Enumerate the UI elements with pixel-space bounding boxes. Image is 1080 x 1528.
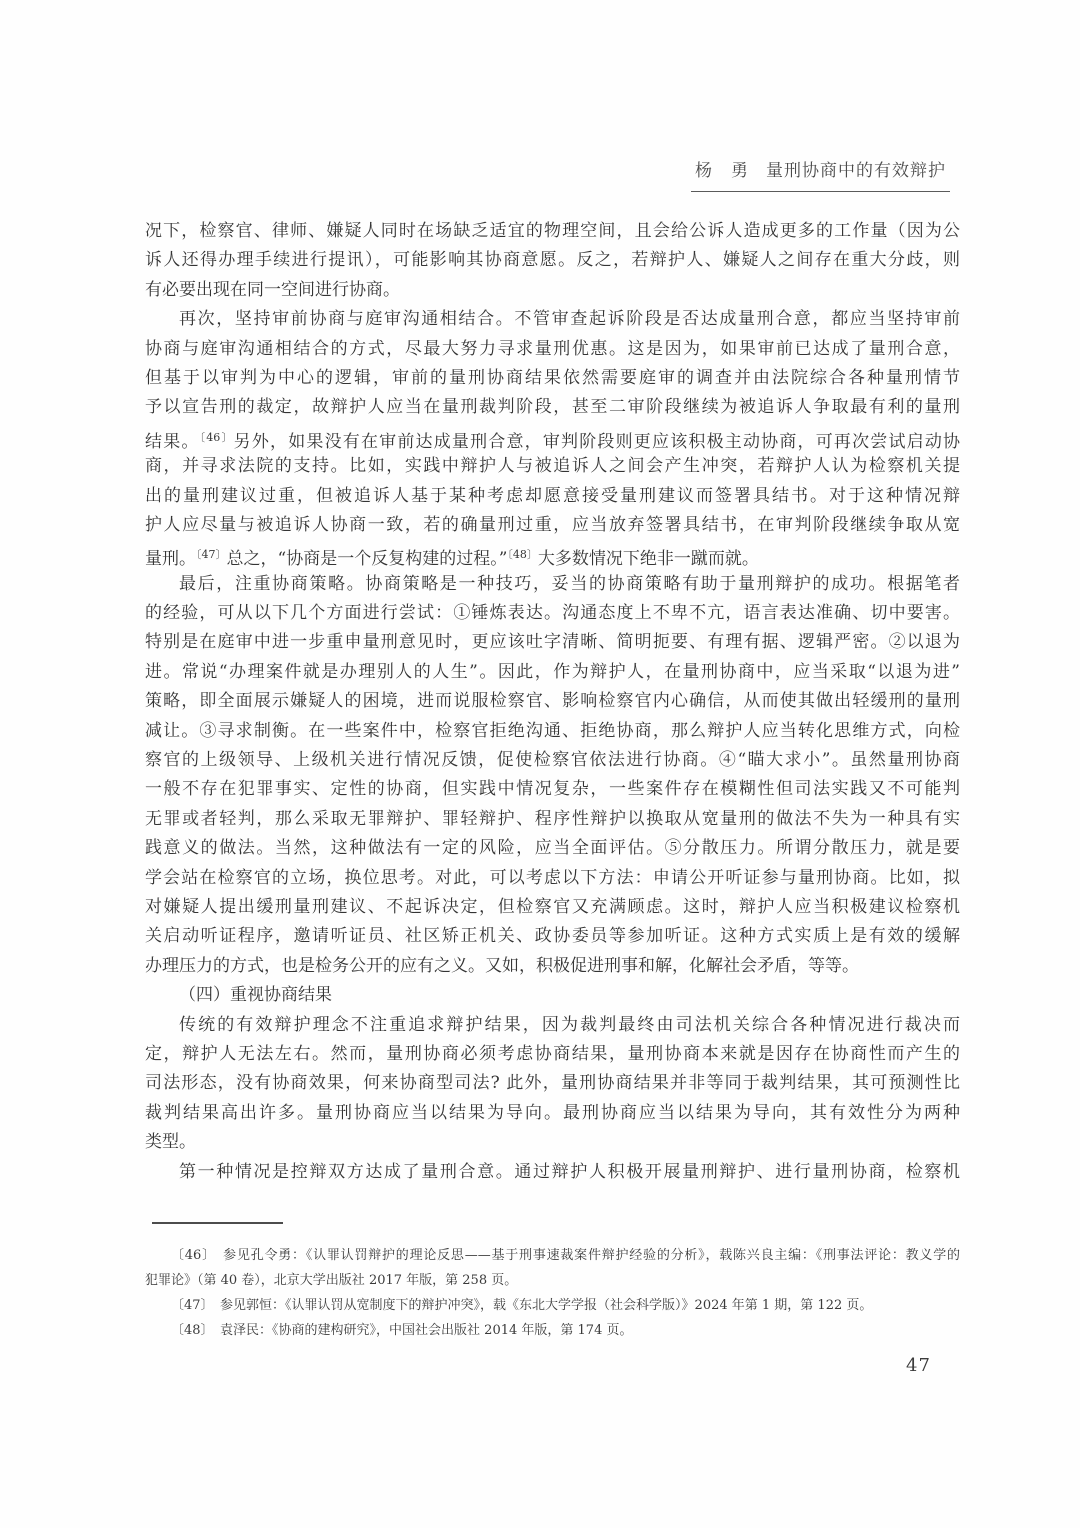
body-line: 裁判结果高出许多。量刑协商应当以结果为导向。最刑协商应当以结果为导向，其有效性分为两种 [145,1102,960,1123]
body-line: 结果。$^{〔46〕}$另外，如果没有在审前达成量刑合意，审判阶段则更应该积极主动协商，可再次尝试启动协 [145,430,960,452]
body-line: 关启动听证程序，邀请听证员、社区矫正机关、政协委员等参加听证。这种方式实质上是有效的缓解 [145,926,960,947]
body-line: 商，并寻求法院的支持。比如，实践中辩护人与被追诉人之间会产生冲突，若辩护人认为检察机关提 [145,456,960,477]
body-line: 察官的上级领导、上级机关进行情况反馈，促使检察官依法进行协商。④“瞄大求小”。虽然量刑协商 [145,750,960,771]
body-line: 予以宣告刑的裁定，故辩护人应当在量刑裁判阶段，甚至二审阶段继续为被追诉人争取最有利的量刑 [145,397,960,418]
body-line: 量刑。$^{〔47〕}$总之，“协商是一个反复构建的过程。”$^{〔48〕}$大多数情况下绝非一蹴而就。 [145,548,759,570]
body-line: 一般不存在犯罪事实、定性的协商，但实践中情况复杂，一些案件存在模糊性但司法实践又不可能判 [145,779,960,800]
body-line: 第一种情况是控辩双方达成了量刑合意。通过辩护人积极开展量刑辩护、进行量刑协商，检察机 [179,1161,960,1182]
body-line: 无罪或者轻判，那么采取无罪辩护、罪轻辩护、程序性辩护以换取从宽量刑的做法不失为一种具有实 [145,808,960,829]
body-line: 的经验，可从以下几个方面进行尝试：①锤炼表达。沟通态度上不卑不亢，语言表达准确、切中要害。 [145,603,960,624]
body-line: （四）重视协商结果 [179,985,332,1006]
body-line: 再次，坚持审前协商与庭审沟通相结合。不管审查起诉阶段是否达成量刑合意，都应当坚持审前 [179,309,960,330]
body-line: 定，辩护人无法左右。然而，量刑协商必须考虑协商结果，量刑协商本来就是因存在协商性而产生的 [145,1043,960,1064]
body-line: 特别是在庭审中进一步重申量刑意见时，更应该吐字清晰、简明扼要、有理有据、逻辑严密。②以退为 [145,632,960,653]
page-number: 47 [906,1355,931,1376]
body-line: 对嫌疑人提出缓刑量刑建议、不起诉决定，但检察官又充满顾虑。这时，辩护人应当积极建议检察机 [145,896,960,917]
body-line: 护人应尽量与被追诉人协商一致，若的确量刑过重，应当放弃签署具结书，在审判阶段继续争取从宽 [145,514,960,535]
body-line: 有必要出现在同一空间进行协商。 [145,279,400,300]
body-line: 诉人还得办理手续进行提讯），可能影响其协商意愿。反之，若辩护人、嫌疑人之间存在重大分歧，则 [145,250,960,271]
article-title: 量刑协商中的有效辩护 [766,161,946,181]
body-line: 策略，即全面展示嫌疑人的困境，进而说服检察官、影响检察官内心确信，从而使其做出轻缓刑的量刑 [145,691,960,712]
body-line: 传统的有效辩护理念不注重追求辩护结果，因为裁判最终由司法机关综合各种情况进行裁决而 [179,1014,960,1035]
body-line: 进。常说“办理案件就是办理别人的人生”。因此，作为辩护人，在量刑协商中，应当采取“以退为进” [145,661,960,682]
footnote-line: 犯罪论》（第 40 卷），北京大学出版社 2017 年版，第 258 页。 [145,1273,518,1288]
footnotes [145,1243,960,1343]
footnote-separator [152,1222,283,1224]
body-line: 办理压力的方式，也是检务公开的应有之义。又如，积极促进刑事和解，化解社会矛盾，等等。 [145,955,859,976]
body-line: 出的量刑建议过重，但被追诉人基于某种考虑却愿意接受量刑建议而签署具结书。对于这种情况辩 [145,485,960,506]
body-line: 践意义的做法。当然，这种做法有一定的风险，应当全面评估。⑤分散压力。所谓分散压力，就是要 [145,838,960,859]
body-line: 司法形态，没有协商效果，何来协商型司法? 此外，量刑协商结果并非等同于裁判结果，其可预测性比 [145,1073,960,1094]
body-line: 协商与庭审沟通相结合的方式，尽最大努力寻求量刑优惠。这是因为，如果审前已达成了量刑合意， [145,338,960,359]
footnote-reference: 〔47〕 [196,548,227,562]
footnote-line: 〔47〕 参见郭恒：《认罪认罚从宽制度下的辩护冲突》，载《东北大学学报（社会科学版）》2024 年第 1 期，第 122 页。 [171,1298,873,1313]
author-name: 杨 勇 [695,161,749,181]
body-text [145,217,960,1187]
footnote-reference: 〔46〕 [199,430,234,444]
footnote-reference: 〔48〕 [507,548,538,562]
body-line: 类型。 [145,1132,196,1153]
body-line: 但基于以审判为中心的逻辑，审前的量刑协商结果依然需要庭审的调查并由法院综合各种量刑情节 [145,367,960,388]
body-line: 最后，注重协商策略。协商策略是一种技巧，妥当的协商策略有助于量刑辩护的成功。根据笔者 [179,573,960,594]
footnote-line: 〔48〕 袁泽民：《协商的建构研究》，中国社会出版社 2014 年版，第 174 页。 [171,1323,633,1338]
running-head [691,160,950,192]
body-line: 学会站在检察官的立场，换位思考。对此，可以考虑以下方法：申请公开听证参与量刑协商。比如，拟 [145,867,960,888]
footnote-line: 〔46〕 参见孔令勇：《认罪认罚辩护的理论反思——基于刑事速裁案件辩护经验的分析》，载陈兴良主编：《刑事法评论：教义学的 [171,1248,960,1263]
body-line: 减让。③寻求制衡。在一些案件中，检察官拒绝沟通、拒绝协商，那么辩护人应当转化思维方式，向检 [145,720,960,741]
body-line: 况下，检察官、律师、嫌疑人同时在场缺乏适宜的物理空间，且会给公诉人造成更多的工作量（因为公 [145,221,960,241]
